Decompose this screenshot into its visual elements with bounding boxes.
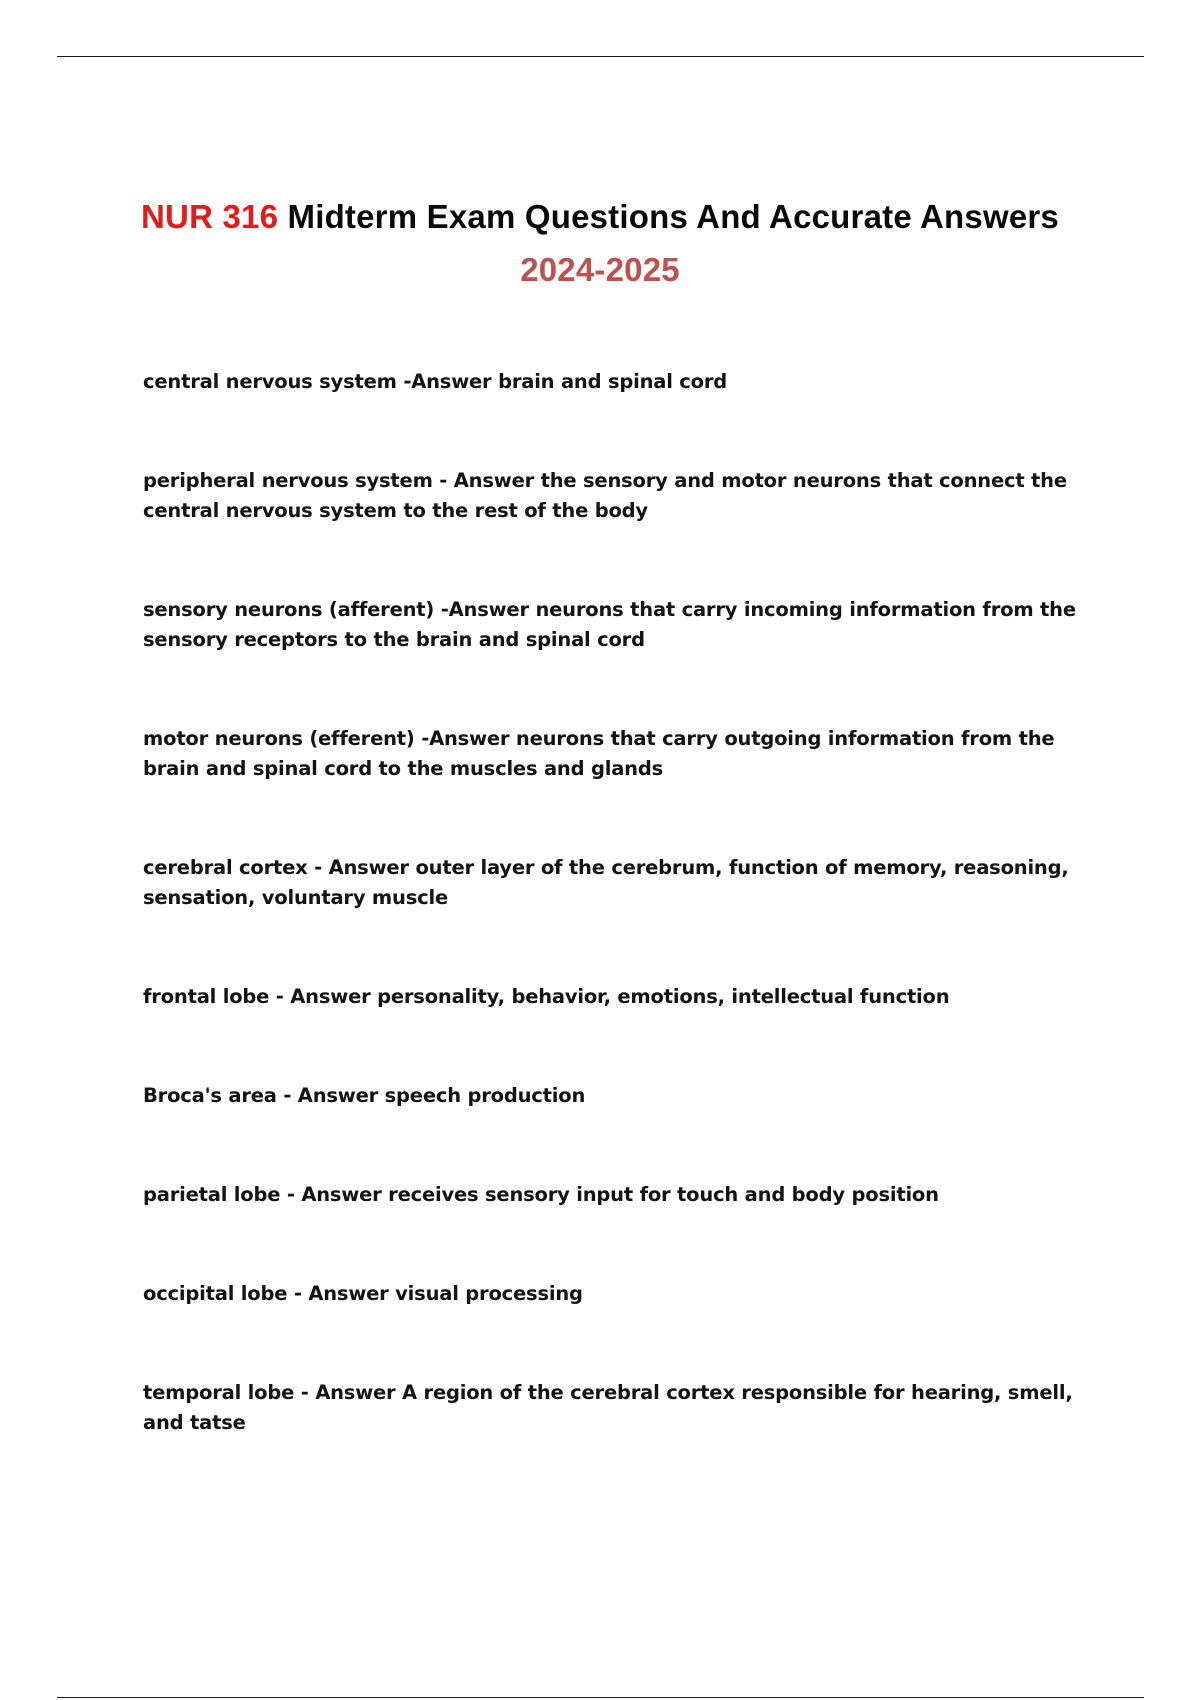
entry-answer: visual processing bbox=[395, 1282, 583, 1305]
qa-entry bbox=[143, 595, 1083, 655]
entry-separator: -Answer bbox=[434, 598, 536, 621]
entry-answer: personality, behavior, emotions, intellectual function bbox=[377, 985, 950, 1008]
entry-separator: -Answer bbox=[396, 370, 499, 393]
qa-entry bbox=[143, 1378, 1083, 1438]
top-rule bbox=[57, 56, 1144, 57]
entry-term: cerebral cortex bbox=[143, 856, 308, 879]
entry-separator: - Answer bbox=[280, 1183, 389, 1206]
entry-answer: receives sensory input for touch and body position bbox=[388, 1183, 939, 1206]
entry-separator: -Answer bbox=[414, 727, 516, 750]
title-main: Midterm Exam Questions And Accurate Answers bbox=[287, 198, 1059, 235]
entry-separator: - Answer bbox=[432, 469, 541, 492]
entry-term: peripheral nervous system bbox=[143, 469, 433, 492]
qa-entry bbox=[143, 1279, 1083, 1309]
entry-answer: brain and spinal cord bbox=[498, 370, 728, 393]
entry-separator: - Answer bbox=[294, 1381, 403, 1404]
qa-entry bbox=[143, 853, 1083, 913]
entry-term: motor neurons (efferent) bbox=[143, 727, 415, 750]
entry-term: central nervous system bbox=[143, 370, 397, 393]
qa-entry bbox=[143, 724, 1083, 784]
entry-term: Broca's area bbox=[143, 1084, 277, 1107]
entry-answer: outer layer of the cerebrum, function of memory, reasoning, sensation, voluntary muscle bbox=[143, 856, 1069, 909]
entry-separator: - Answer bbox=[276, 1084, 385, 1107]
entry-separator: - Answer bbox=[269, 985, 378, 1008]
entry-answer: neurons that carry incoming information from the sensory receptors to the brain and spinal cord bbox=[143, 598, 1076, 651]
qa-entry bbox=[143, 1081, 1083, 1111]
qa-entry bbox=[143, 1180, 1083, 1210]
entry-separator: - Answer bbox=[287, 1282, 396, 1305]
qa-entry bbox=[143, 466, 1083, 526]
qa-entry bbox=[143, 982, 1083, 1012]
entry-answer: A region of the cerebral cortex responsible for hearing, smell, and tatse bbox=[143, 1381, 1073, 1434]
bottom-rule bbox=[57, 1697, 1144, 1698]
qa-entry bbox=[143, 367, 1083, 397]
title-course-code: NUR 316 bbox=[141, 198, 279, 235]
qa-list bbox=[143, 367, 1083, 1507]
entry-separator: - Answer bbox=[307, 856, 416, 879]
entry-answer: the sensory and motor neurons that connect the central nervous system to the rest of the body bbox=[143, 469, 1067, 522]
entry-term: sensory neurons (afferent) bbox=[143, 598, 435, 621]
entry-term: parietal lobe bbox=[143, 1183, 281, 1206]
title-year: 2024-2025 bbox=[520, 251, 680, 288]
document-title bbox=[130, 190, 1070, 296]
entry-answer: speech production bbox=[384, 1084, 586, 1107]
entry-answer: neurons that carry outgoing information from the brain and spinal cord to the muscles and glands bbox=[143, 727, 1055, 780]
entry-term: temporal lobe bbox=[143, 1381, 295, 1404]
entry-term: occipital lobe bbox=[143, 1282, 288, 1305]
entry-term: frontal lobe bbox=[143, 985, 270, 1008]
